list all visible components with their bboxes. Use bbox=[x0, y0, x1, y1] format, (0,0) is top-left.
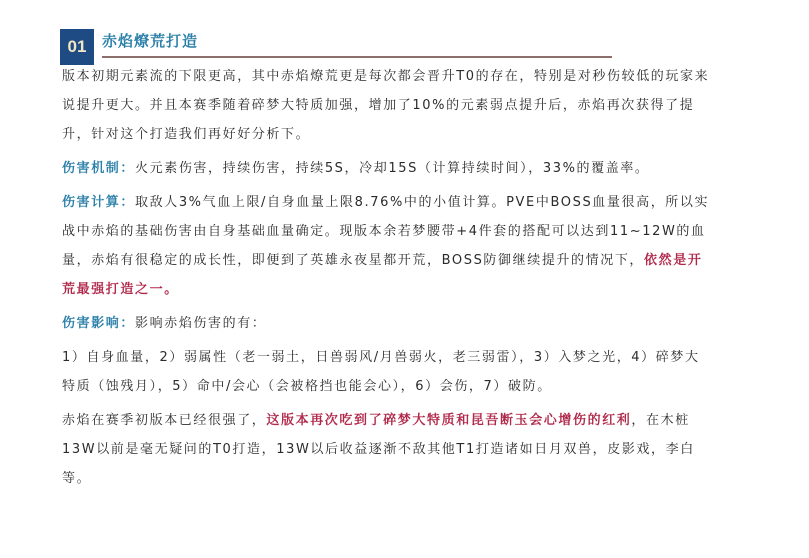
conclusion-emphasis: 这版本再次吃到了碎梦大特质和昆吾断玉会心增伤的红利 bbox=[266, 413, 632, 428]
influence-paragraph bbox=[62, 309, 712, 338]
influence-text: 影响赤焰伤害的有： bbox=[135, 316, 267, 331]
calculation-text: 取敌人3%气血上限/自身血量上限8.76%中的小值计算。PVE中BOSS血量很高，所以实战中赤焰的基础伤害由自身基础血量确定。现版本余若梦腰带+4件套的搭配可以达到11~12W的血量，赤焰有很稳定的成长性，即便到了英雄永夜星都开荒，BOSS防御继续提升的情况下， bbox=[62, 195, 710, 268]
mechanism-text: 火元素伤害，持续伤害，持续5S，冷却15S（计算持续时间），33%的覆盖率。 bbox=[135, 161, 650, 176]
conclusion-text-before: 赤焰在赛季初版本已经很强了， bbox=[62, 413, 267, 428]
conclusion-paragraph bbox=[62, 406, 712, 493]
section-header bbox=[60, 29, 612, 65]
section-title: 赤焰燎荒打造 bbox=[102, 32, 199, 50]
mechanism-paragraph bbox=[62, 154, 712, 183]
section-number-badge: 01 bbox=[60, 29, 94, 65]
calculation-emphasis: 依然是开荒最强打造之一。 bbox=[62, 253, 703, 297]
mechanism-label: 伤害机制： bbox=[62, 161, 136, 176]
title-underline-divider bbox=[102, 56, 612, 58]
influence-label: 伤害影响： bbox=[62, 316, 136, 331]
calculation-paragraph bbox=[62, 188, 712, 304]
calculation-label: 伤害计算： bbox=[62, 195, 136, 210]
factors-paragraph: 1）自身血量，2）弱属性（老一弱土，日兽弱风/月兽弱火，老三弱雷），3）入梦之光，4）碎梦大特质（蚀残月），5）命中/会心（会被格挡也能会心），6）会伤，7）破防。 bbox=[62, 350, 700, 394]
article-body bbox=[62, 62, 712, 498]
conclusion-text-after: ，在木桩13W以前是毫无疑问的T0打造，13W以后收益逐渐不敌其他T1打造诸如日月双兽，皮影戏，李白等。 bbox=[62, 413, 695, 486]
intro-paragraph: 版本初期元素流的下限更高，其中赤焰燎荒更是每次都会晋升T0的存在，特别是对秒伤较低的玩家来说提升更大。并且本赛季随着碎梦大特质加强，增加了10%的元素弱点提升后，赤焰再次获得了提升，针对这个打造我们再好好分析下。 bbox=[62, 69, 710, 142]
